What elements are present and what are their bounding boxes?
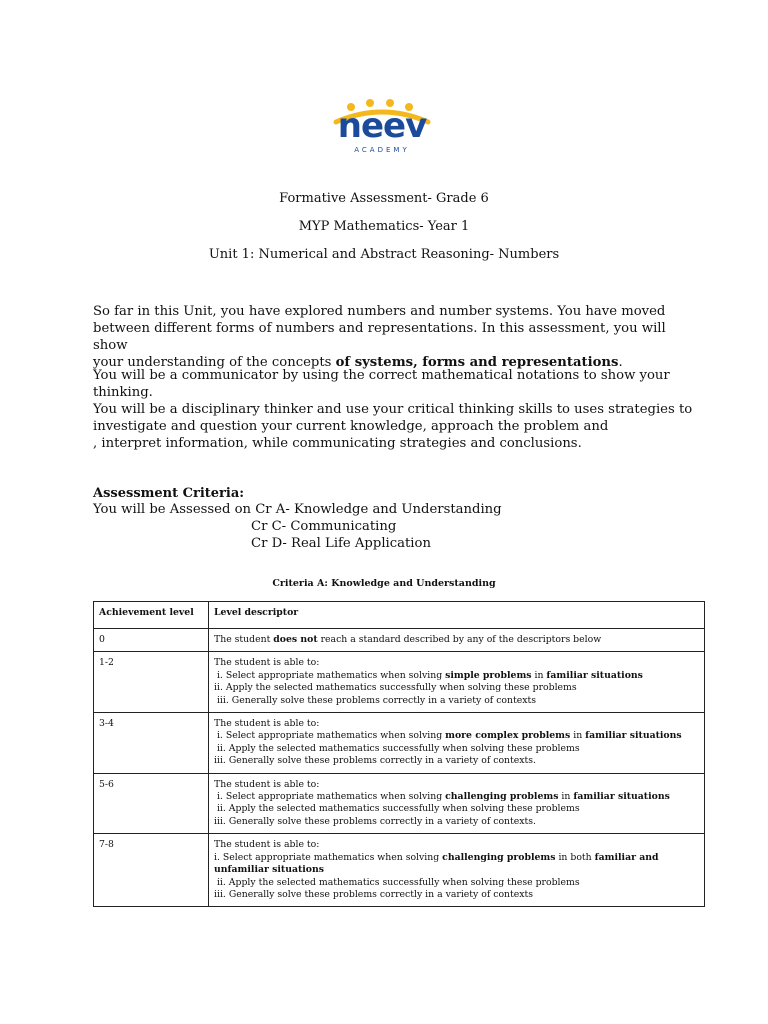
table-row <box>94 629 705 652</box>
descriptor-text: iii. Generally solve these problems correctly in a variety of contexts <box>214 694 536 706</box>
table-row <box>94 713 705 774</box>
table-row <box>94 834 705 907</box>
assessment-title: Formative Assessment- Grade 6 <box>279 191 489 206</box>
descriptor-text: iii. Generally solve these problems correctly in a variety of contexts. <box>214 815 536 827</box>
descriptor-text: i. Select appropriate mathematics when solving <box>214 791 446 803</box>
descriptor-bold-text: challenging problems <box>445 791 559 803</box>
level-descriptor-cell <box>209 834 705 907</box>
descriptor-line <box>214 743 699 755</box>
rubric-table <box>93 601 705 907</box>
achievement-level-cell: 5-6 <box>94 773 209 834</box>
achievement-level-cell: 0 <box>94 629 209 652</box>
descriptor-text: The student is able to: <box>214 657 320 669</box>
descriptor-bold-text: familiar situations <box>573 791 670 803</box>
descriptor-text: The student is able to: <box>214 839 320 851</box>
descriptor-text: ii. Apply the selected mathematics successfully when solving these problems <box>214 682 577 694</box>
skills-line: You will be a disciplinary thinker and use your critical thinking skills to uses strategies to <box>93 402 693 417</box>
descriptor-line <box>214 718 699 730</box>
descriptor-text: in both <box>555 851 595 863</box>
criteria-line: Cr C- Communicating <box>251 519 397 534</box>
descriptor-line <box>214 803 699 815</box>
table-title: Criteria A: Knowledge and Understanding <box>272 578 496 589</box>
descriptor-bold-text: challenging problems <box>442 851 556 863</box>
descriptor-bold-text: does not <box>273 634 318 645</box>
descriptor-text: The student is able to: <box>214 778 320 790</box>
descriptor-text: The student <box>214 634 274 645</box>
descriptor-line <box>214 695 699 707</box>
descriptor-line <box>214 634 699 646</box>
criteria-line: You will be Assessed on Cr A- Knowledge and Understanding <box>93 502 502 517</box>
descriptor-bold-text: unfamiliar situations <box>214 864 324 876</box>
descriptor-line <box>214 730 699 742</box>
column-header-level: Achievement level <box>94 602 209 629</box>
descriptor-line <box>214 889 699 901</box>
level-descriptor-cell <box>209 713 705 774</box>
descriptor-text: ii. Apply the selected mathematics successfully when solving these problems <box>214 803 580 815</box>
descriptor-line <box>214 779 699 791</box>
descriptor-text: ii. Apply the selected mathematics successfully when solving these problems <box>214 742 580 754</box>
descriptor-text: i. Select appropriate mathematics when solving <box>214 851 443 863</box>
level-descriptor-cell <box>209 629 705 652</box>
descriptor-bold-text: familiar and <box>594 851 659 863</box>
descriptor-line <box>214 877 699 889</box>
neev-academy-logo <box>330 96 434 164</box>
descriptor-line <box>214 755 699 767</box>
descriptor-line <box>214 816 699 828</box>
descriptor-line <box>214 682 699 694</box>
descriptor-text: reach a standard described by any of the descriptors below <box>317 634 602 645</box>
criteria-heading: Assessment Criteria: <box>93 486 245 501</box>
descriptor-text: in <box>570 730 586 742</box>
achievement-level-cell: 7-8 <box>94 834 209 907</box>
descriptor-bold-text: simple problems <box>445 669 532 681</box>
skills-line: You will be a communicator by using the correct mathematical notations to show your <box>93 368 670 383</box>
descriptor-text: i. Select appropriate mathematics when solving <box>214 669 446 681</box>
descriptor-bold-text: familiar situations <box>585 730 682 742</box>
descriptor-text: The student is able to: <box>214 718 320 730</box>
intro-line: between different forms of numbers and representations. In this assessment, you will show <box>93 321 666 353</box>
table-row <box>94 652 705 713</box>
descriptor-text: in <box>558 791 574 803</box>
skills-line: investigate and question your current knowledge, approach the problem and <box>93 419 609 434</box>
subject-title: MYP Mathematics- Year 1 <box>298 219 470 234</box>
intro-line: So far in this Unit, you have explored numbers and number systems. You have moved <box>93 304 666 319</box>
achievement-level-cell: 1-2 <box>94 652 209 713</box>
achievement-level-cell: 3-4 <box>94 713 209 774</box>
logo-wordmark: neev <box>337 106 427 146</box>
descriptor-line <box>214 657 699 669</box>
intro-paragraph <box>93 303 693 371</box>
criteria-line: Cr D- Real Life Application <box>251 536 431 551</box>
descriptor-text: ii. Apply the selected mathematics successfully when solving these problems <box>214 876 580 888</box>
logo-subtitle: ACADEMY <box>354 146 410 154</box>
level-descriptor-cell <box>209 652 705 713</box>
descriptor-bold-text: more complex problems <box>445 730 571 742</box>
skills-paragraph <box>93 367 693 452</box>
table-header-row <box>94 602 705 629</box>
intro-line: your understanding of the concepts of systems, forms and representations. <box>93 355 623 370</box>
descriptor-text: i. Select appropriate mathematics when solving <box>214 730 446 742</box>
level-descriptor-cell <box>209 773 705 834</box>
unit-title: Unit 1: Numerical and Abstract Reasoning- Numbers <box>208 247 560 262</box>
descriptor-line <box>214 864 699 876</box>
descriptor-line <box>214 670 699 682</box>
descriptor-text: iii. Generally solve these problems correctly in a variety of contexts <box>214 888 534 900</box>
skills-line: , interpret information, while communicating strategies and conclusions. <box>93 436 582 451</box>
column-header-descriptor: Level descriptor <box>209 602 705 629</box>
table-row <box>94 773 705 834</box>
descriptor-text: in <box>531 669 547 681</box>
skills-line: thinking. <box>93 385 153 400</box>
descriptor-bold-text: familiar situations <box>546 669 643 681</box>
descriptor-line <box>214 791 699 803</box>
descriptor-text: iii. Generally solve these problems correctly in a variety of contexts. <box>214 755 536 767</box>
descriptor-line <box>214 839 699 851</box>
descriptor-line <box>214 852 699 864</box>
